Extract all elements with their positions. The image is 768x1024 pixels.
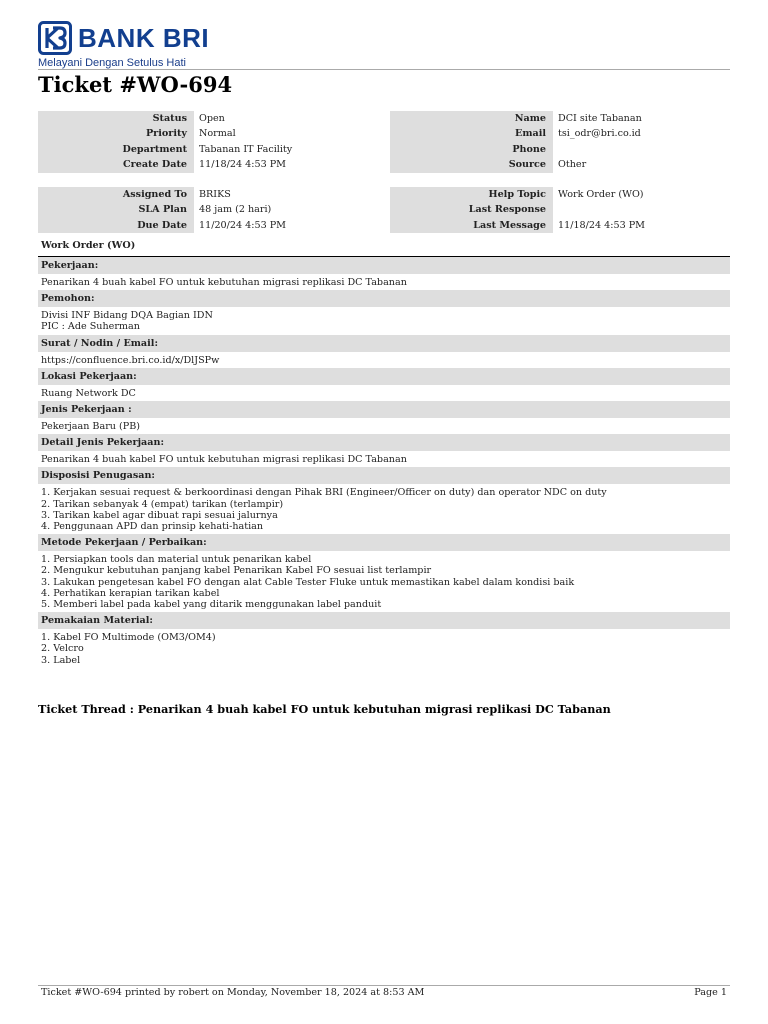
- info-value: 11/18/24 4:53 PM: [199, 159, 287, 171]
- footer-page-number: Page 1: [694, 987, 727, 998]
- field-value: https://confluence.bri.co.id/x/DlJSPw: [41, 354, 220, 366]
- field-heading: Disposisi Penugasan:: [38, 467, 730, 484]
- info-row: [390, 157, 730, 172]
- brand-name: BANK BRI: [78, 22, 210, 53]
- info-row: [390, 126, 730, 141]
- info-value: 11/20/24 4:53 PM: [199, 219, 287, 231]
- brand-logo: [38, 20, 730, 56]
- field-heading: Metode Pekerjaan / Perbaikan:: [38, 534, 730, 551]
- info-row: [390, 111, 730, 126]
- field-heading: Detail Jenis Pekerjaan:: [38, 434, 730, 451]
- info-label: Help Topic: [390, 187, 553, 202]
- ticket-contact-table: [390, 111, 730, 173]
- ticket-info-primary: [38, 111, 730, 173]
- work-order-title: Work Order (WO): [38, 237, 730, 257]
- info-label: Last Message: [390, 218, 553, 233]
- info-value: [553, 142, 730, 157]
- info-value: Work Order (WO): [558, 189, 644, 200]
- info-row: [38, 218, 378, 233]
- field-value: 1. Kabel FO Multimode (OM3/OM4) 2. Velcro 3. Label: [41, 632, 216, 666]
- info-label: Priority: [38, 126, 194, 141]
- info-value: 11/18/24 4:53 PM: [558, 219, 646, 231]
- info-row: [38, 202, 378, 217]
- field-heading: Surat / Nodin / Email:: [38, 335, 730, 352]
- info-row: [390, 202, 730, 217]
- info-label: Create Date: [38, 157, 194, 172]
- field-value: Penarikan 4 buah kabel FO untuk kebutuhan migrasi replikasi DC Tabanan: [41, 277, 407, 288]
- info-value: Other: [558, 159, 587, 171]
- footer-divider: [38, 985, 730, 986]
- work-order-fields: [38, 257, 730, 668]
- work-order-section: [38, 237, 730, 668]
- info-value: tsi_odr@bri.co.id: [558, 128, 641, 140]
- info-label: Last Response: [390, 202, 553, 217]
- field-value: Divisi INF Bidang DQA Bagian IDN PIC : Ade Suherman: [41, 310, 213, 333]
- field-value: Penarikan 4 buah kabel FO untuk kebutuhan migrasi replikasi DC Tabanan: [41, 454, 407, 466]
- info-label: Status: [38, 111, 194, 126]
- page-header: [38, 20, 730, 69]
- info-value: [553, 202, 730, 217]
- info-row: [38, 157, 378, 172]
- info-label: Assigned To: [38, 187, 194, 202]
- info-value: Tabanan IT Facility: [199, 143, 293, 155]
- bri-logo-icon: [38, 21, 72, 55]
- page-title: Ticket #WO-694: [38, 72, 233, 97]
- field-heading: Pemakaian Material:: [38, 612, 730, 629]
- page-footer: [41, 987, 727, 998]
- field-heading: Pekerjaan:: [38, 257, 730, 274]
- ticket-status-table: [38, 111, 378, 173]
- field-value: Ruang Network DC: [41, 387, 136, 399]
- info-value: DCI site Tabanan: [558, 113, 642, 124]
- info-label: Phone: [390, 142, 553, 157]
- info-label: Email: [390, 126, 553, 141]
- field-value: 1. Persiapkan tools dan material untuk penarikan kabel 2. Mengukur kebutuhan panjang kabel Penarikan Kabel FO sesuai list terlampir 3. Lakukan pengetesan kabel FO dengan alat Cable Tester Fluke untuk memastikan kabel dalam kondisi baik 4. Perhatikan kerapian tarikan kabel 5. Memberi label pada kabel yang ditarik menggunakan label panduit: [41, 554, 575, 611]
- info-label: Due Date: [38, 218, 194, 233]
- info-row: [38, 111, 378, 126]
- footer-print-info: Ticket #WO-694 printed by robert on Monday, November 18, 2024 at 8:53 AM: [41, 987, 425, 998]
- ticket-assignment-table: [38, 187, 378, 233]
- field-value: 1. Kerjakan sesuai request & berkoordinasi dengan Pihak BRI (Engineer/Officer on duty) dan operator NDC on duty 2. Tarikan sebanyak 4 (empat) tarikan (terlampir) 3. Tarikan kabel agar dibuat rapi sesuai jalurnya 4. Penggunaan APD dan prinsip kehati-hatian: [41, 487, 607, 533]
- info-row: [390, 187, 730, 202]
- info-label: Department: [38, 142, 194, 157]
- info-row: [38, 126, 378, 141]
- info-value: Normal: [199, 128, 236, 140]
- info-value: Open: [199, 113, 225, 124]
- ticket-topic-table: [390, 187, 730, 233]
- brand-tagline: Melayani Dengan Setulus Hati: [38, 57, 186, 69]
- info-value: BRIKS: [199, 189, 231, 200]
- info-row: [390, 142, 730, 157]
- ticket-info-secondary: [38, 187, 730, 233]
- info-label: Source: [390, 157, 553, 172]
- info-value: 48 jam (2 hari): [199, 204, 272, 216]
- field-heading: Jenis Pekerjaan :: [38, 401, 730, 418]
- info-label: SLA Plan: [38, 202, 194, 217]
- field-heading: Lokasi Pekerjaan:: [38, 368, 730, 385]
- ticket-thread-title: Ticket Thread : Penarikan 4 buah kabel FO untuk kebutuhan migrasi replikasi DC Tabanan: [38, 702, 611, 716]
- info-row: [38, 187, 378, 202]
- header-divider: [38, 69, 730, 70]
- field-heading: Pemohon:: [38, 290, 730, 307]
- info-label: Name: [390, 111, 553, 126]
- field-value: Pekerjaan Baru (PB): [41, 421, 140, 433]
- info-row: [38, 142, 378, 157]
- info-row: [390, 218, 730, 233]
